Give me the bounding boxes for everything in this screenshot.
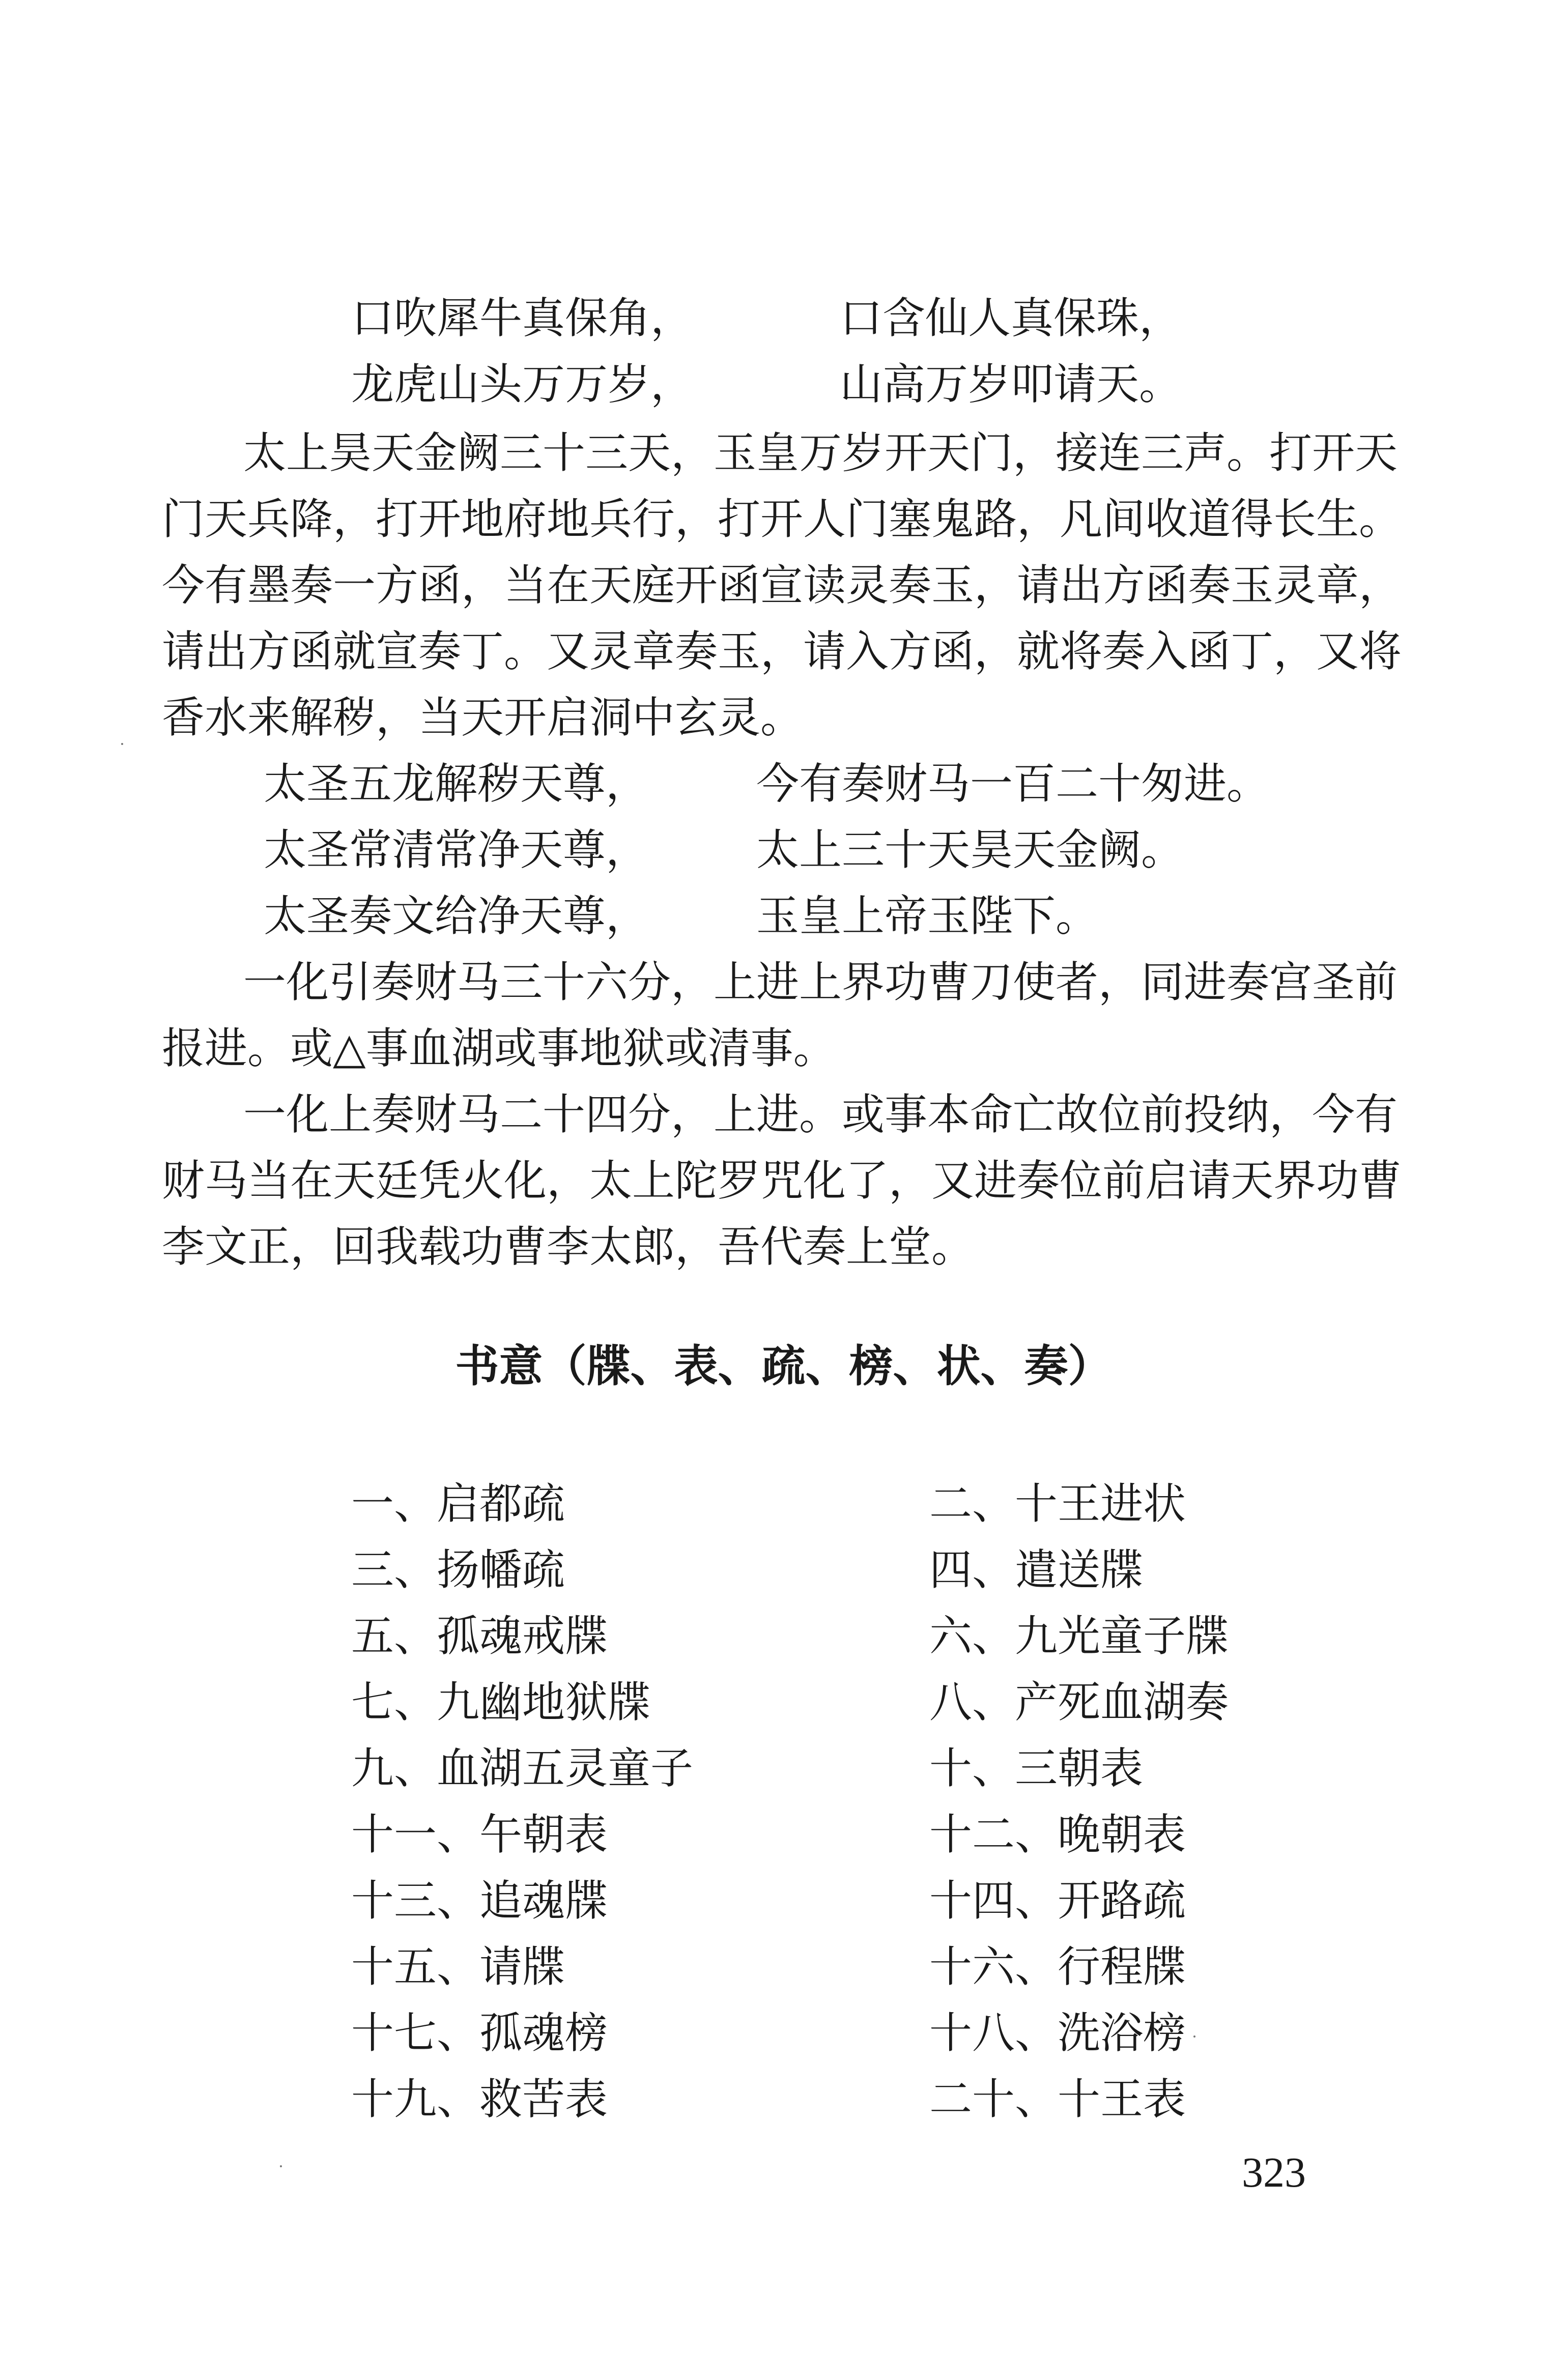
- verse-line: [0, 817, 1567, 883]
- list-item-left: 一、启都疏: [351, 1479, 565, 1529]
- list-item-left: 十三、追魂牒: [351, 1876, 608, 1926]
- verse-left: 太圣常清常净天尊，: [264, 825, 649, 875]
- list-item-right: 四、遣送牒: [929, 1545, 1144, 1595]
- list-row: [0, 1868, 1567, 1934]
- scan-speck: [121, 743, 123, 745]
- list-item-left: 七、九幽地狱牒: [351, 1677, 651, 1727]
- paragraph-line: 财马当在天廷凭火化，太上陀罗咒化了，又进奏位前启请天界功曹: [162, 1156, 1402, 1206]
- list-item-right: 八、产死血湖奏: [929, 1677, 1229, 1727]
- paragraph-line: 李文正，回我载功曹李太郎，吾代奏上堂。: [162, 1222, 975, 1272]
- list-item-right: 十、三朝表: [929, 1743, 1144, 1793]
- verse-right: 太上三十天昊天金阙。: [756, 825, 1184, 875]
- verse-left: 龙虎山头万万岁，: [351, 359, 694, 409]
- verse-left: 太圣奏文给净天尊，: [264, 891, 649, 941]
- list-item-right: 十四、开路疏: [929, 1876, 1186, 1926]
- list-item-left: 十五、请牒: [351, 1942, 565, 1992]
- paragraph-line: 报进。或△事血湖或事地狱或清事。: [162, 1023, 836, 1073]
- list-item-right: 六、九光童子牒: [929, 1611, 1229, 1661]
- paragraph-line: 请出方函就宣奏丁。又灵章奏玉，请入方函，就将奏入函丁，又将: [162, 626, 1402, 676]
- list-item-left: 三、扬幡疏: [351, 1545, 565, 1595]
- list-item-right: 十六、行程牒: [929, 1942, 1186, 1992]
- list-row: [0, 1603, 1567, 1669]
- list-item-left: 十九、救苦表: [351, 2074, 608, 2124]
- list-item-left: 十一、午朝表: [351, 1810, 608, 1859]
- list-row: [0, 1471, 1567, 1537]
- scan-speck: [280, 2165, 282, 2167]
- verse-line: [0, 285, 1567, 351]
- paragraph-line: 香水来解秽，当天开启洞中玄灵。: [162, 693, 804, 742]
- list-row: [0, 1537, 1567, 1603]
- list-item-right: 十二、晚朝表: [929, 1810, 1186, 1859]
- paragraph-line: 太上昊天金阙三十三天，玉皇万岁开天门，接连三声。打开天: [243, 428, 1398, 478]
- list-row: [0, 1669, 1567, 1735]
- paragraph-line: 一化引奏财马三十六分，上进上界功曹刀使者，同进奏宫圣前: [243, 957, 1398, 1007]
- list-row: [0, 2000, 1567, 2066]
- verse-line: [0, 351, 1567, 417]
- verse-line: [0, 883, 1567, 949]
- list-row: [0, 1735, 1567, 1801]
- paragraph-line: 门天兵降，打开地府地兵行，打开人门塞鬼路，凡间收道得长生。: [162, 494, 1402, 544]
- verse-left: 口吹犀牛真保角，: [351, 293, 694, 343]
- verse-right: 今有奏财马一百二十匆进。: [756, 759, 1270, 809]
- paragraph-line: 今有墨奏一方函，当在天庭开函宣读灵奏玉，请出方函奏玉灵章，: [162, 560, 1402, 610]
- list-row: [0, 1934, 1567, 2000]
- list-item-left: 九、血湖五灵童子: [351, 1743, 694, 1793]
- verse-right: 山高万岁叩请天。: [840, 359, 1182, 409]
- list-row: [0, 1801, 1567, 1868]
- scan-speck: [1193, 2035, 1195, 2038]
- page-number: 323: [1242, 2149, 1306, 2196]
- list-item-right: 十八、洗浴榜: [929, 2008, 1186, 2058]
- paragraph-line: 一化上奏财马二十四分，上进。或事本命亡故位前投纳，今有: [243, 1089, 1398, 1139]
- list-row: [0, 2066, 1567, 2132]
- list-item-right: 二十、十王表: [929, 2074, 1186, 2124]
- section-heading: 书意（牒、表、疏、榜、状、奏）: [455, 1341, 1112, 1392]
- list-item-right: 二、十王进状: [929, 1479, 1186, 1529]
- verse-right: 玉皇上帝玉陛下。: [756, 891, 1099, 941]
- verse-right: 口含仙人真保珠，: [840, 293, 1182, 343]
- list-item-left: 五、孤魂戒牒: [351, 1611, 608, 1661]
- verse-left: 太圣五龙解秽天尊，: [264, 759, 649, 809]
- verse-line: [0, 751, 1567, 817]
- list-item-left: 十七、孤魂榜: [351, 2008, 608, 2058]
